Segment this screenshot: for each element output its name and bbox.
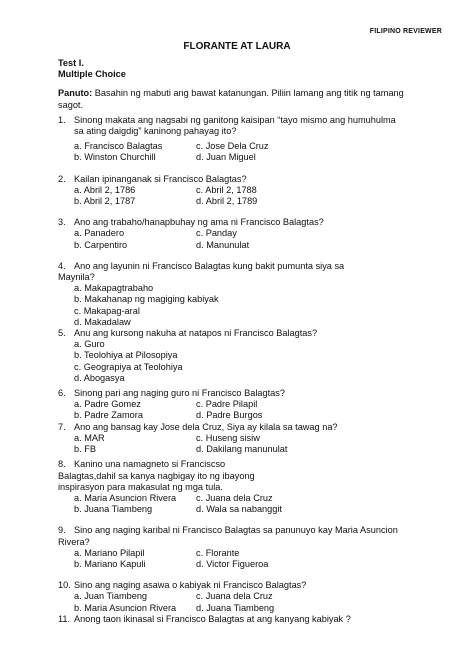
instructions-text: Basahin ng mabuti ang bawat katanungan. Piliin lamang ang titik ng tamang sagot. <box>58 88 404 110</box>
choice-a[interactable]: a. Mariano Pilapil <box>74 547 145 558</box>
instructions <box>58 88 418 110</box>
choice-d[interactable]: d. Padre Burgos <box>196 410 263 421</box>
question-4 <box>58 261 418 328</box>
choice-a[interactable]: a. MAR <box>74 432 105 443</box>
choice-d[interactable]: d. Abril 2, 1789 <box>196 196 258 207</box>
choice-d[interactable]: d. Victor Figueroa <box>196 558 269 569</box>
choice-a[interactable]: a. Panadero <box>74 228 125 239</box>
choice-b[interactable]: b. FB <box>74 444 96 455</box>
question-10 <box>58 580 418 614</box>
choice-c[interactable]: c. Abril 2, 1788 <box>196 184 257 195</box>
question-number: 11. <box>58 613 71 624</box>
question-number: 9. <box>58 525 66 536</box>
question-6 <box>58 388 418 422</box>
choice-d[interactable]: d. Abogasya <box>74 372 125 383</box>
choice-d[interactable]: d. Makadalaw <box>74 316 131 327</box>
choice-a[interactable]: a. Makapagtrabaho <box>74 283 154 294</box>
question-5 <box>58 328 418 384</box>
choice-c[interactable]: c. Jose Dela Cruz <box>196 141 269 152</box>
question-text: Sinong pari ang naging guro ni Francisco Balagtas? <box>74 388 285 399</box>
choice-a[interactable]: a. Padre Gomez <box>74 399 141 410</box>
choice-c[interactable]: c. Panday <box>196 228 237 239</box>
test-type: Multiple Choice <box>58 69 126 80</box>
question-number: 3. <box>58 217 66 228</box>
page-title: FLORANTE AT LAURA <box>183 41 291 52</box>
question-text: Kanino una namagneto si Franciscso <box>74 459 226 470</box>
choice-d[interactable]: d. Manunulat <box>196 239 250 250</box>
choice-a[interactable]: a. Guro <box>74 339 105 350</box>
question-text: Sino ang naging asawa o kabiyak ni Francisco Balagtas? <box>74 580 307 591</box>
choice-b[interactable]: b. Carpentiro <box>74 239 128 250</box>
question-text: Anu ang kursong nakuha at natapos ni Francisco Balagtas? <box>74 328 318 339</box>
test-label: Test I. <box>58 58 84 68</box>
question-text: Kailan ipinanganak si Francisco Balagtas? <box>74 173 247 184</box>
reviewer-label: FILIPINO REVIEWER <box>369 28 442 35</box>
choice-b[interactable]: b. Teolohiya at Pilosopiya <box>74 350 178 361</box>
question-text: Balagtas,dahil sa kanya nagbigay ito ng ibayong <box>58 470 255 481</box>
question-text: Anong taon ikinasal si Francisco Balagtas at ang kanyang kabiyak ? <box>74 613 351 624</box>
choice-b[interactable]: b. Winston Churchill <box>74 152 156 163</box>
choice-b[interactable]: b. Abril 2, 1787 <box>74 196 136 207</box>
question-number: 8. <box>58 459 66 470</box>
choice-c[interactable]: c. Huseng sisiw <box>196 432 260 443</box>
question-text: sa ating daigdig” kaninong pahayag ito? <box>74 126 237 137</box>
question-11 <box>58 614 418 625</box>
choice-a[interactable]: a. Abril 2, 1786 <box>74 184 136 195</box>
choice-d[interactable]: d. Juan Miguel <box>196 152 256 163</box>
choice-b[interactable]: b. Mariano Kapuli <box>74 558 146 569</box>
choice-d[interactable]: d. Dakilang manunulat <box>196 444 288 455</box>
choice-a[interactable]: a. Maria Asuncion Rivera <box>74 492 177 503</box>
question-9 <box>58 525 418 570</box>
question-number: 2. <box>58 173 66 184</box>
question-2 <box>58 174 418 208</box>
choice-c[interactable]: c. Juana dela Cruz <box>196 591 273 602</box>
choice-b[interactable]: b. Padre Zamora <box>74 410 143 421</box>
question-text: Rivera? <box>58 536 90 547</box>
question-number: 10. <box>58 580 71 591</box>
question-text: inspirasyon para makasulat ng mga tula. <box>58 481 223 492</box>
choice-d[interactable]: d. Wala sa nabanggit <box>196 504 282 515</box>
choice-d[interactable]: d. Juana Tiambeng <box>196 602 275 613</box>
question-text: Sino ang naging karibal ni Francisco Balagtas sa panunuyo kay Maria Asuncion <box>74 525 398 536</box>
choice-c[interactable]: c. Makapag-aral <box>74 305 140 316</box>
question-text: Ano ang layunin ni Francisco Balagtas kung bakit pumunta siya sa <box>74 260 345 271</box>
choice-a[interactable]: a. Francisco Balagtas <box>74 141 163 152</box>
choice-c[interactable]: c. Padre Pilapil <box>196 399 258 410</box>
question-3 <box>58 217 418 251</box>
choice-b[interactable]: b. Juana Tiambeng <box>74 504 153 515</box>
question-text: Ano ang trabaho/hanapbuhay ng ama ni Francisco Balagtas? <box>74 217 324 228</box>
question-8 <box>58 459 418 515</box>
question-number: 1. <box>58 114 66 125</box>
choice-b[interactable]: b. Maria Asuncion Rivera <box>74 602 177 613</box>
question-1 <box>58 115 418 164</box>
question-text: Sinong makata ang nagsabi ng ganitong kaisipan “tayo mismo ang humuhulma <box>74 114 396 125</box>
question-7 <box>58 422 418 456</box>
choice-c[interactable]: c. Juana dela Cruz <box>196 492 273 503</box>
instructions-label: Panuto: <box>58 88 93 99</box>
question-text: Ano ang bansag kay Jose dela Cruz, Siya ay kilala sa tawag na? <box>74 421 338 432</box>
question-number: 7. <box>58 421 66 432</box>
choice-c[interactable]: c. Geograpiya at Teolohiya <box>74 361 183 372</box>
choice-c[interactable]: c. Florante <box>196 547 240 558</box>
question-text: Maynila? <box>58 272 95 283</box>
worksheet-content <box>58 58 418 625</box>
question-number: 5. <box>58 328 66 339</box>
choice-b[interactable]: b. Makahanap ng magiging kabiyak <box>74 294 219 305</box>
question-number: 4. <box>58 260 66 271</box>
choice-a[interactable]: a. Juan Tiambeng <box>74 591 148 602</box>
question-number: 6. <box>58 388 66 399</box>
